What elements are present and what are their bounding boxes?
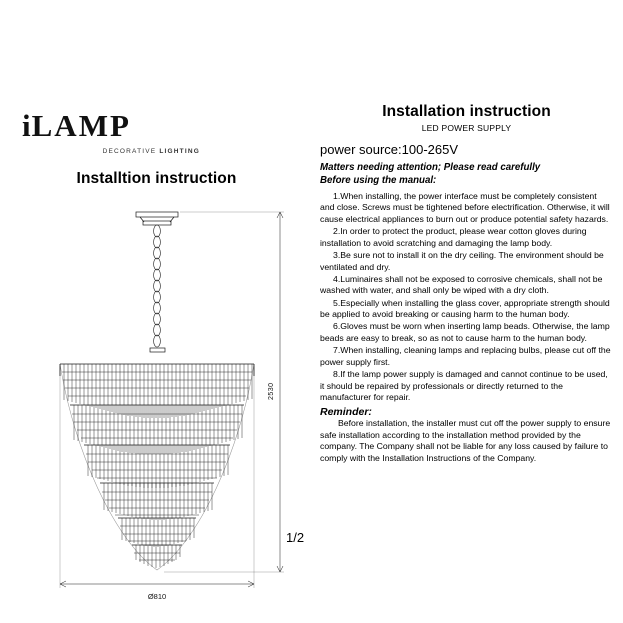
logo-letter-i: i <box>22 108 32 143</box>
attention-heading <box>320 162 613 188</box>
logo-tagline-decorative: DECORATIVE <box>102 148 160 155</box>
reminder-body: Before installation, the installer must cut off the power supply to ensure safe installation according to the installation method provided by the company. The Company shall not be liable for any loss caused by failure to comply with the Installation Instructions of the Company. <box>320 417 611 463</box>
right-column <box>320 103 613 465</box>
logo-tagline <box>22 148 202 155</box>
instruction-item: 1.When installing, the power interface must be completely consistent and close. Screws must be tightened before electrification. Otherwise, it will cause electrical appliances to burn out or produce potential safety hazards. <box>320 190 610 224</box>
power-source-line: power source:100-265V <box>320 142 459 157</box>
left-column <box>14 100 299 600</box>
instruction-item: 3.Be sure not to install it on the dry ceiling. The environment should be ventilated and dry. <box>320 249 604 272</box>
instruction-item: 6.Gloves must be worn when inserting lamp beads. Otherwise, the lamp beads are easy to break, so as not to cause harm to the human body. <box>320 321 610 343</box>
reminder-heading: Reminder: <box>320 405 372 418</box>
brand-logo <box>22 110 202 155</box>
instruction-item: 7.When installing, cleaning lamps and replacing bulbs, please cut off the power supply first. <box>320 345 611 367</box>
attention-line-2: Before using the manual: <box>320 174 437 186</box>
diameter-dimension-label: Ø810 <box>147 592 167 600</box>
left-page-title: Installtion instruction <box>76 170 237 187</box>
attention-line-1: Matters needing attention; Please read carefully <box>320 162 541 173</box>
instruction-item: 4.Luminaires shall not be exposed to corrosive chemicals, shall not be washed with water, and shall only be wiped with a dry cloth. <box>320 273 603 296</box>
logo-letters-lamp: LAMP <box>31 108 131 143</box>
height-dimension-label: 2530 <box>268 382 275 400</box>
page-number: 1/2 <box>286 530 305 545</box>
logo-tagline-lighting: LIGHTING <box>159 148 200 155</box>
instruction-list <box>320 191 613 404</box>
instruction-subtitle: LED POWER SUPPLY <box>421 123 512 133</box>
instruction-title: Installation instruction <box>382 103 551 120</box>
instruction-item: 5.Especially when installing the glass cover, appropriate strength should be applied to avoid breaking or causing harm to the human body. <box>320 297 610 320</box>
logo-wordmark <box>22 110 202 141</box>
instruction-item: 2.In order to protect the product, please wear cotton gloves during installation to avoid scratching and damaging the lamp body. <box>320 226 587 248</box>
chandelier-technical-drawing <box>14 200 299 600</box>
instruction-item: 8.If the lamp power supply is damaged and cannot continue to be used, it should be repaired by professionals or directly returned to the manufacturer for repair. <box>320 368 608 403</box>
